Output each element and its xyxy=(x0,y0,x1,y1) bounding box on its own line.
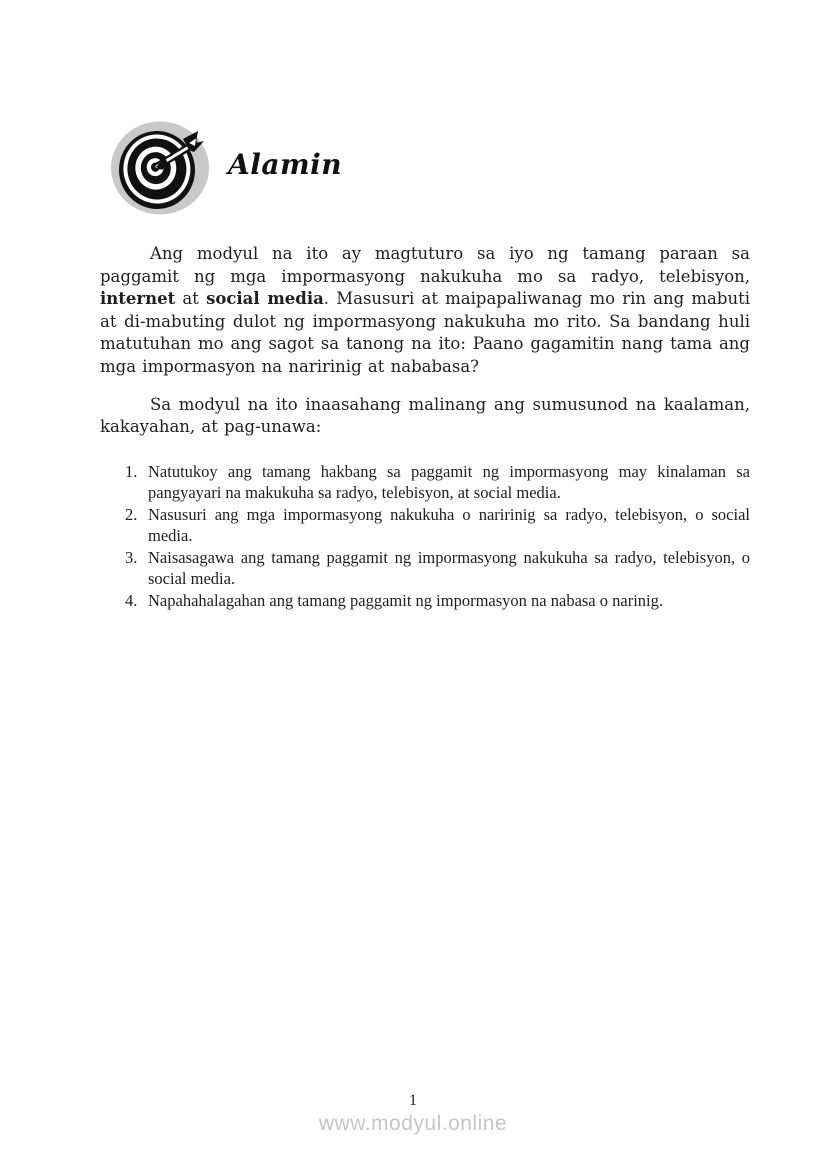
page-title: Alamin xyxy=(228,147,343,181)
section-header xyxy=(110,121,342,215)
list-item xyxy=(125,547,750,590)
list-item-number: 1. xyxy=(125,461,138,481)
intro-p1-bold-internet: internet xyxy=(100,289,176,309)
list-item-number: 3. xyxy=(125,547,138,567)
list-item xyxy=(125,504,750,547)
module-intro-content xyxy=(100,243,750,611)
list-item-text: Natutukoy ang tamang hakbang sa paggamit ng impormasyong may kinalaman sa pangyayari na makukuha sa radyo, telebisyon, at social media. xyxy=(148,461,750,503)
intro-p1-text: Ang modyul na ito ay magtuturo sa iyo ng tamang paraan sa paggamit ng mga impormasyong nakukuha mo sa radyo, telebisyon, xyxy=(100,244,750,286)
list-item-text: Naisasagawa ang tamang paggamit ng impormasyong nakukuha sa radyo, telebisyon, o social media. xyxy=(148,547,750,589)
list-item xyxy=(125,461,750,504)
list-item-number: 2. xyxy=(125,504,138,524)
intro-p1-text-end: . Masusuri at maipapaliwanag mo rin ang mabuti at di-mabuting dulot ng impormasyong nakukuha mo rito. Sa bandang huli matutuhan mo ang sagot sa tanong na ito: Paano gagamitin nang tama ang mga impormasyon na naririnig at nababasa? xyxy=(100,289,750,376)
intro-p1-bold-social-media: social media xyxy=(206,289,324,309)
list-item xyxy=(125,590,750,612)
watermark-url: www.modyul.online xyxy=(318,1112,508,1135)
intro-paragraph-1 xyxy=(100,243,750,379)
intro-p1-connector: at xyxy=(175,289,207,309)
list-item-text: Napahahalagahan ang tamang paggamit ng impormasyon na nabasa o narinig. xyxy=(148,590,663,610)
page-number: 1 xyxy=(409,1092,417,1109)
list-item-number: 4. xyxy=(125,590,138,610)
target-with-arrow-icon xyxy=(110,121,210,215)
objectives-list xyxy=(100,461,750,612)
intro-paragraph-2: Sa modyul na ito inaasahang malinang ang sumusunod na kaalaman, kakayahan, at pag-unawa: xyxy=(100,394,750,437)
list-item-text: Nasusuri ang mga impormasyong nakukuha o naririnig sa radyo, telebisyon, o social media. xyxy=(148,504,750,546)
